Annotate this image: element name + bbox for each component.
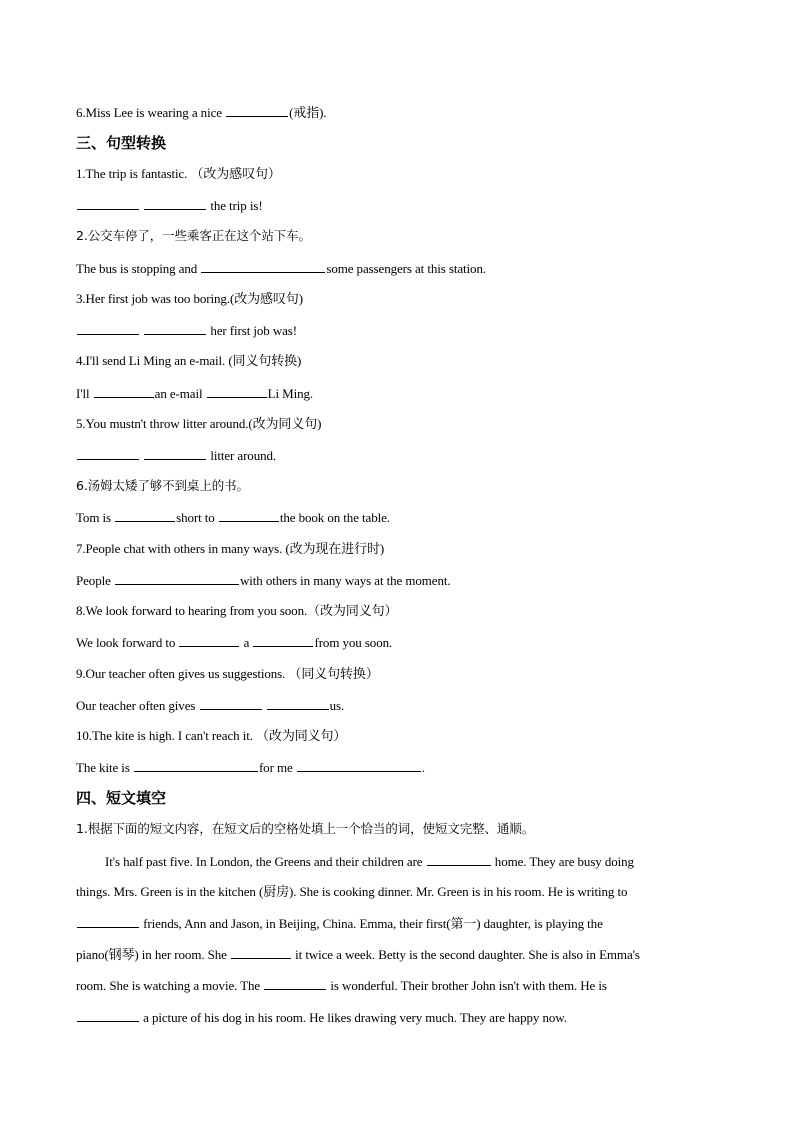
answer-blank[interactable] — [226, 104, 288, 117]
question-line: 7.People chat with others in many ways. (改为现在进行时) — [76, 541, 385, 556]
answer-blank[interactable] — [253, 634, 313, 647]
passage-line: a picture of his dog in his room. He likes drawing very much. They are happy now. — [76, 1009, 567, 1026]
instruction-line: 1.根据下面的短文内容，在短文后的空格处填上一个恰当的词，使短文完整、通顺。 — [76, 821, 535, 836]
passage-line: friends, Ann and Jason, in Beijing, China. Emma, their first(第一) daughter, is playing the — [76, 915, 603, 932]
answer-blank[interactable] — [201, 260, 325, 273]
answer-blank[interactable] — [179, 634, 239, 647]
question-line: 3.Her first job was too boring.(改为感叹句) — [76, 291, 303, 306]
question-line: 4.I'll send Li Ming an e-mail. (同义句转换) — [76, 353, 302, 368]
answer-blank[interactable] — [267, 697, 329, 710]
answer-blank[interactable] — [134, 759, 258, 772]
answer-blank[interactable] — [77, 915, 139, 928]
passage-line: It's half past five. In London, the Greens and their children are home. They are busy doing — [105, 854, 634, 869]
answer-blank[interactable] — [144, 447, 206, 460]
passage-line: room. She is watching a movie. The is wonderful. Their brother John isn't with them. He is — [76, 978, 607, 993]
answer-blank[interactable] — [77, 197, 139, 210]
answer-blank[interactable] — [77, 322, 139, 335]
question-line: 1.The trip is fantastic. （改为感叹句） — [76, 166, 281, 181]
answer-blank[interactable] — [144, 197, 206, 210]
answer-line: the trip is! — [76, 197, 263, 214]
answer-blank[interactable] — [94, 385, 154, 398]
answer-line: I'll an e-mail Li Ming. — [76, 386, 314, 401]
answer-blank[interactable] — [115, 572, 239, 585]
answer-blank[interactable] — [77, 1009, 139, 1022]
answer-blank[interactable] — [297, 759, 421, 772]
answer-line: Tom is short to the book on the table. — [76, 510, 390, 525]
question-line: 10.The kite is high. I can't reach it. （改为同义句） — [76, 728, 347, 743]
answer-line: The kite is for me . — [76, 760, 425, 775]
answer-line: The bus is stopping and some passengers at this station. — [76, 261, 486, 276]
answer-line: People with others in many ways at the moment. — [76, 573, 451, 588]
question-line: 2.公交车停了，一些乘客正在这个站下车。 — [76, 228, 311, 243]
passage-line: piano(钢琴) in her room. She it twice a week. Betty is the second daughter. She is also in Emma's — [76, 947, 640, 962]
answer-blank[interactable] — [200, 697, 262, 710]
answer-blank[interactable] — [77, 447, 139, 460]
answer-blank[interactable] — [219, 509, 279, 522]
question-line: 5.You mustn't throw litter around.(改为同义句) — [76, 416, 322, 431]
answer-line: Our teacher often gives us. — [76, 698, 345, 713]
answer-line: her first job was! — [76, 322, 297, 339]
section-heading: 三、句型转换 — [76, 134, 167, 152]
answer-blank[interactable] — [427, 853, 491, 866]
answer-blank[interactable] — [115, 509, 175, 522]
question-line: 8.We look forward to hearing from you soon.（改为同义句） — [76, 603, 398, 618]
section-heading: 四、短文填空 — [76, 789, 167, 807]
question-line: 6.汤姆太矮了够不到桌上的书。 — [76, 478, 249, 493]
answer-line: litter around. — [76, 447, 276, 464]
answer-blank[interactable] — [144, 322, 206, 335]
answer-blank[interactable] — [207, 385, 267, 398]
exercise-line: 6.Miss Lee is wearing a nice (戒指). — [76, 105, 327, 120]
question-line: 9.Our teacher often gives us suggestions. （同义句转换） — [76, 666, 379, 681]
answer-blank[interactable] — [231, 946, 291, 959]
answer-line: We look forward to a from you soon. — [76, 635, 393, 650]
passage-line: things. Mrs. Green is in the kitchen (厨房). She is cooking dinner. Mr. Green is in his room. He is writing to — [76, 884, 628, 899]
answer-blank[interactable] — [264, 977, 326, 990]
